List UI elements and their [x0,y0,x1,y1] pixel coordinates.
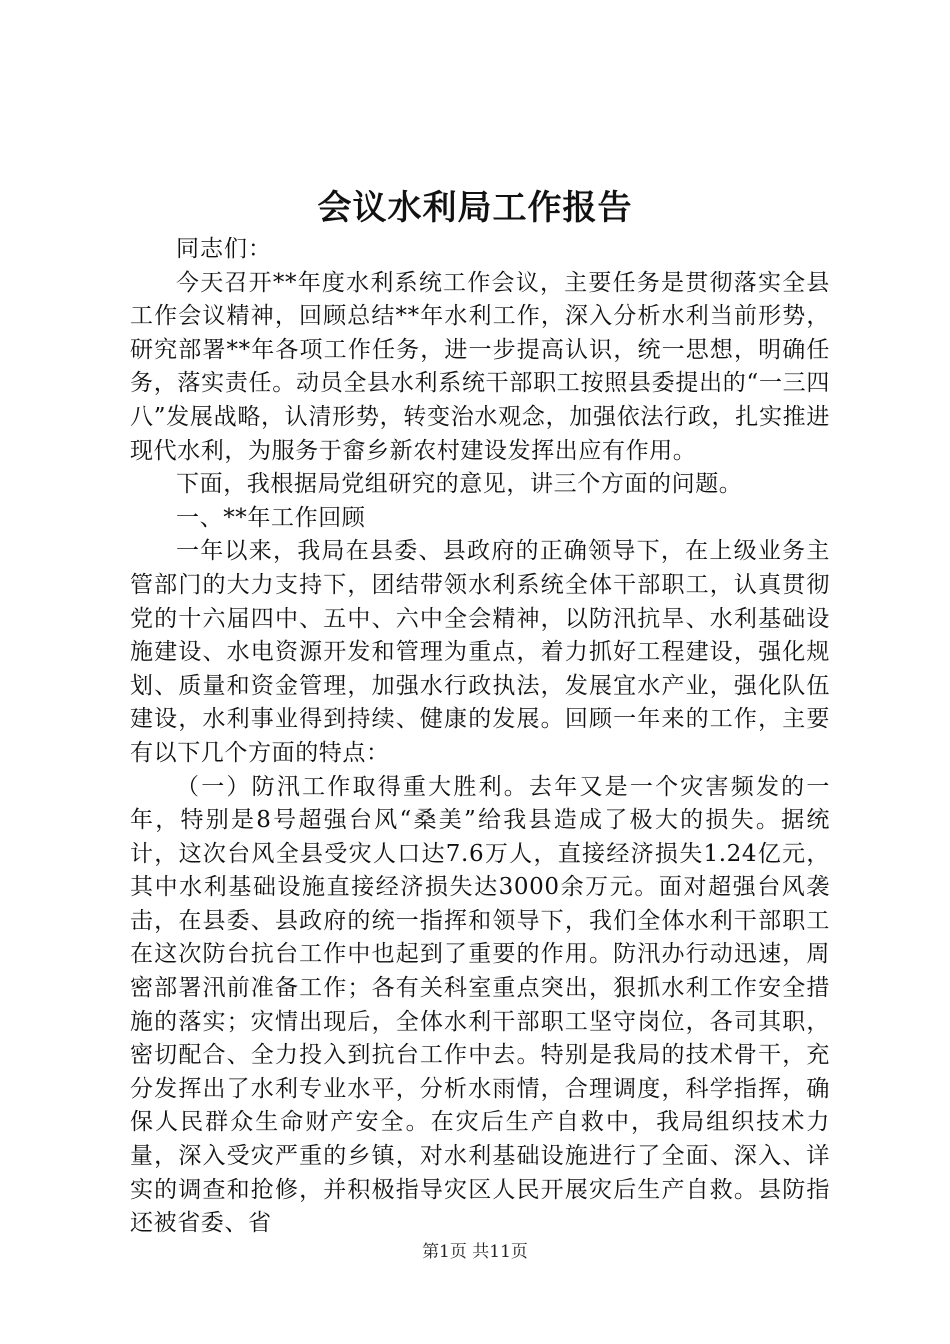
section-heading: 一、**年工作回顾 [176,504,366,531]
paragraph-outline: 下面，我根据局党组研究的意见，讲三个方面的问题。 [176,471,743,498]
page-footer: 第1页 共11页 [422,1242,528,1262]
paragraph-flood-control: （一）防汛工作取得重大胜利。去年又是一个灾害频发的一年，特别是8号超强台风“桑美”给我县造成了极大的损失。据统计，这次台风全县受灾人口达7.6万人，直接经济损失1.24亿元，其中水利基础设施直接经济损失达3000余万元。面对超强台风袭击，在县委、县政府的统一指挥和领导下，我们全体水利干部职工在这次防台抗台工作中也起到了重要的作用。防汛办行动迅速，周密部署汛前准备工作；各有关科室重点突出，狠抓水利工作安全措施的落实；灾情出现后，全体水利干部职工坚守岗位，各司其职，密切配合、全力投入到抗台工作中去。特别是我局的技术骨干，充分发挥出了水利专业水平，分析水雨情，合理调度，科学指挥，确保人民群众生命财产安全。在灾后生产自救中，我局组织技术力量，深入受灾严重的乡镇，对水利基础设施进行了全面、深入、详实的调查和抢修，并积极指导灾区人民开展灾后生产自救。县防指还被省委、省 [130,773,830,1237]
paragraph-intro: 今天召开**年度水利系统工作会议，主要任务是贯彻落实全县工作会议精神，回顾总结**年水利工作，深入分析水利当前形势，研究部署**年各项工作任务，进一步提高认识，统一思想，明确任务，落实责任。动员全县水利系统干部职工按照县委提出的“一三四八”发展战略，认清形势，转变治水观念，加强依法行政，扎实推进现代水利，为服务于畲乡新农村建设发挥出应有作用。 [130,269,830,464]
salutation: 同志们： [176,236,272,262]
paragraph-review: 一年以来，我局在县委、县政府的正确领导下，在上级业务主管部门的大力支持下，团结带领水利系统全体干部职工，认真贯彻党的十六届四中、五中、六中全会精神，以防汛抗旱、水利基础设施建设、水电资源开发和管理为重点，着力抓好工程建设，强化规划、质量和资金管理，加强水行政执法，发展宜水产业，强化队伍建设，水利事业得到持续、健康的发展。回顾一年来的工作，主要有以下几个方面的特点： [130,538,830,766]
document-title: 会议水利局工作报告 [317,188,633,228]
document-body [130,233,830,1241]
